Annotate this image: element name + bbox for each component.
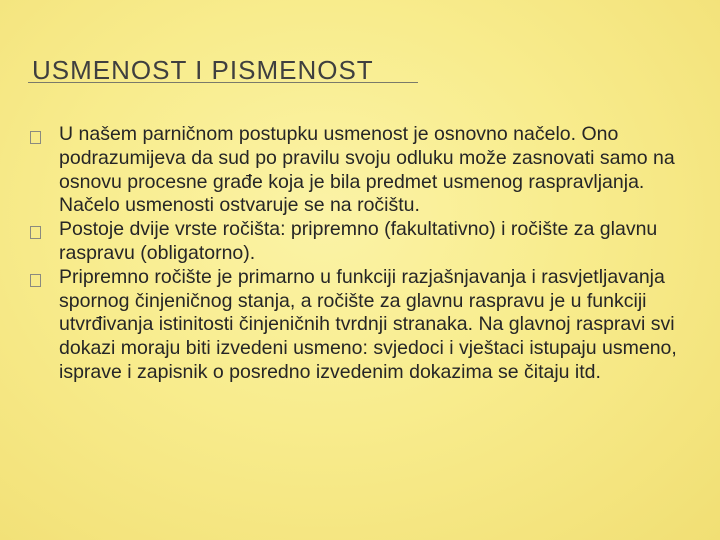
title-underline [28, 82, 418, 83]
slide-title: USMENOST I PISMENOST [32, 55, 374, 85]
bullet-text: Postoje dvije vrste ročišta: pripremno (fakultativno) i ročište za glavnu raspravu (obligatorno). [59, 218, 658, 264]
bullet-box-icon [30, 226, 41, 239]
bullet-box-icon [30, 274, 41, 287]
bullet-item [30, 123, 702, 218]
bullet-item [30, 218, 702, 266]
bullet-list [30, 123, 702, 385]
bullet-text: U našem parničnom postupku usmenost je osnovno načelo. Ono podrazumijeva da sud po pravilu svoju odluku može zasnovati samo na osnovu procesne građe koja je bila predmet usmenog raspravljanja. Načelo usmenosti ostvaruje se na ročištu. [59, 123, 675, 217]
bullet-item [30, 266, 702, 385]
bullet-text: Pripremno ročište je primarno u funkciji razjašnjavanja i rasvjetljavanja spornog činjeničnog stanja, a ročište za glavnu raspravu je u funkciji utvrđivanja istinitosti činjeničnih tvrdnji stranaka. Na glavnoj raspravi svi dokazi moraju biti izvedeni usmeno: svjedoci i vještaci istupaju usmeno, isprave i zapisnik o posredno izvedenim dokazima se čitaju itd. [59, 265, 677, 383]
bullet-box-icon [30, 131, 41, 144]
